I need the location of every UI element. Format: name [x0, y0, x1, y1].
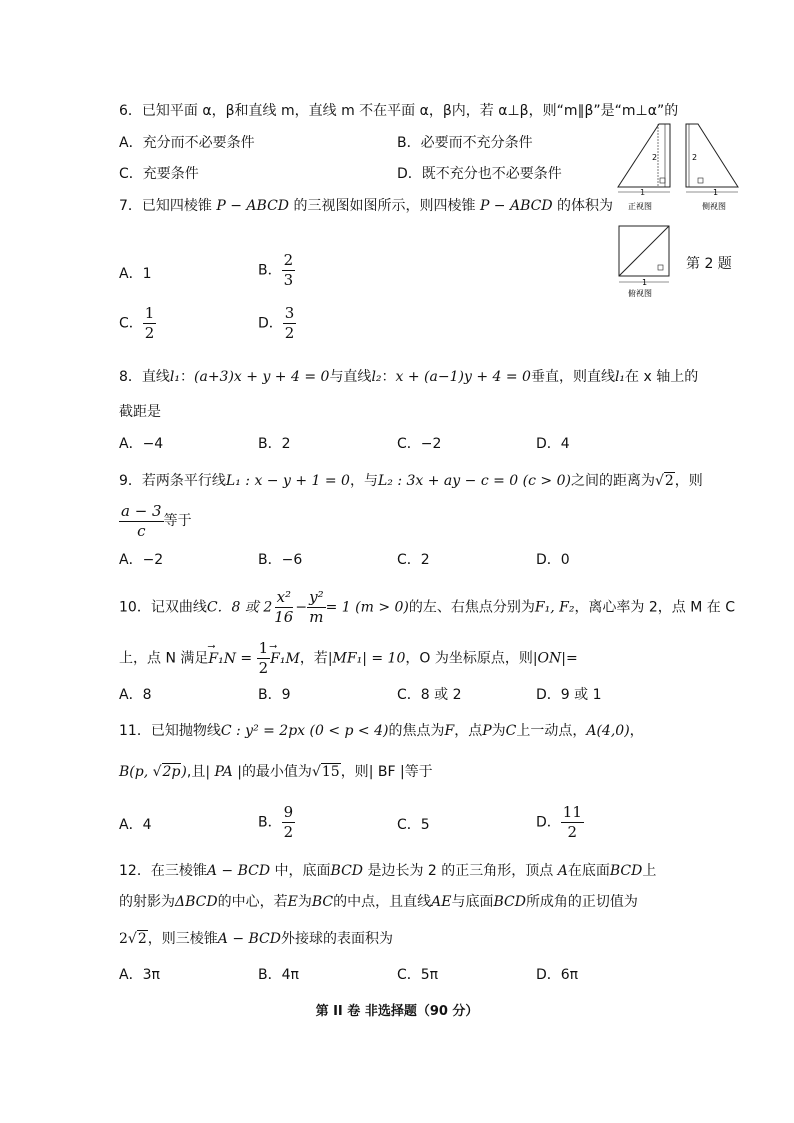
q7-text-2: 的三视图如图所示，则四棱锥: [289, 198, 480, 214]
q11-pa: | PA |: [205, 764, 242, 780]
q11-text-8: ，则: [340, 764, 369, 780]
q11-sqrt-sign-1: √: [152, 764, 162, 780]
q9-text-3: 之间的距离为: [570, 473, 655, 489]
q12-solid: A − BCD: [206, 863, 271, 879]
q10-frac-x-num: x²: [276, 588, 292, 606]
q9-stem: [119, 471, 703, 491]
q12-text-1: 在三棱锥: [150, 863, 207, 879]
q11-option-a: A．4: [119, 817, 152, 833]
q10-option-b: B．9: [258, 687, 291, 703]
q11-curve: C: [505, 723, 517, 739]
q10-vector-1-text: F₁N: [208, 650, 236, 667]
q12-text-6: 的射影为: [119, 894, 175, 910]
q9-option-d: D．0: [536, 552, 570, 568]
q12-sqrt: [128, 929, 148, 949]
q7-d-fraction: [283, 305, 297, 342]
q8-equation-2: x + (a−1)y + 4 = 0: [395, 369, 531, 385]
q10-curve-name: C．8 或 2: [206, 599, 273, 616]
q7-solid-2: P − ABCD: [479, 198, 553, 214]
q12-text-9: 的中点，且直线: [333, 894, 432, 910]
q11-option-c: C．5: [397, 817, 430, 833]
q12-text-7: 的中心，若: [217, 894, 288, 910]
q6-option-b: B．必要而不充分条件: [397, 135, 533, 151]
q11-sqrt-sign-2: √: [311, 764, 321, 780]
front-view-label: 正视图: [628, 202, 652, 211]
q10-half: [257, 640, 271, 677]
q6-option-d: D．既不充分也不必要条件: [397, 166, 562, 182]
q11-equation: C : y² = 2px (0 < p < 4): [220, 723, 389, 739]
q11-text-9: 等于: [404, 764, 433, 780]
q10-vector-f1m: [270, 642, 300, 676]
q12-base-2: BCD: [609, 863, 643, 879]
q6-stem: [119, 101, 678, 121]
q12-text-13: 外接球的表面积为: [281, 931, 393, 947]
q12-coef: 2: [119, 931, 128, 947]
q10-text-3: ，离心率为 2，点 M 在 C: [574, 599, 735, 616]
q8-text-4: 在 x 轴上的: [625, 369, 699, 385]
q6-option-a: A．充分而不必要条件: [119, 135, 255, 151]
side-view-dim-1: 1: [713, 188, 719, 197]
q12-base: BCD: [330, 863, 363, 879]
q7-text-3: 的体积为: [552, 198, 614, 214]
q10-text-6: ，O 为坐标原点，则: [405, 650, 533, 667]
q11-point-b-post: ): [181, 764, 187, 780]
q10-frac-y-den: m: [309, 608, 324, 626]
q6-option-c: C．充要条件: [119, 166, 199, 182]
q7-solid-1: P − ABCD: [216, 198, 290, 214]
q10-frac-x: [272, 589, 295, 626]
q11-text-2: 的焦点为: [388, 723, 445, 739]
q10-number: 10．: [119, 599, 151, 616]
q12-stem-line2: [119, 892, 638, 912]
q9-text-2: 与: [363, 473, 378, 489]
q10-stem-line2: [119, 640, 578, 677]
q9-frac-num: a − 3: [121, 501, 162, 520]
q12-option-a: A．3π: [119, 967, 160, 983]
q12-text-3: 是边长为 2 的正三角形，顶点: [363, 863, 558, 879]
q8-text-3: 垂直，则直线: [530, 369, 615, 385]
q10-half-den: 2: [258, 659, 269, 677]
q12-text-8: 为: [297, 894, 312, 910]
q8-option-b: B．2: [258, 436, 291, 452]
q7-b-den: 3: [283, 271, 294, 289]
q11-b-num: 9: [283, 803, 294, 821]
q11-sqrt-2p: [153, 762, 182, 782]
q10-stem: [119, 589, 735, 626]
q10-on: |ON|: [532, 650, 567, 667]
q7-b-fraction: [282, 252, 296, 289]
q11-point-b-pre: B(p,: [119, 764, 153, 780]
q10-vector-2-text: F₁M: [270, 650, 300, 667]
q12-point-e: E: [287, 894, 298, 910]
three-view-figure: [614, 120, 754, 305]
q8-stem-line2: 截距是: [119, 404, 161, 420]
q8-l1-ref: l₁: [614, 369, 626, 385]
q7-stem: [119, 196, 613, 216]
q9-line-2: L₂ : 3x + ay − c = 0 (c > 0): [377, 473, 571, 489]
q10-text-4: 上，点 N 满足: [119, 650, 209, 667]
q11-b-fraction: [282, 804, 296, 841]
q12-option-c: C．5π: [397, 967, 439, 983]
q9-number: 9．: [119, 473, 142, 489]
q12-option-b: B．4π: [258, 967, 299, 983]
q8-colon-1: ：: [180, 369, 195, 385]
top-view-label: 俯视图: [628, 289, 652, 298]
front-view-dim-2: 2: [652, 153, 658, 162]
side-view-dim-2: 2: [692, 153, 698, 162]
q10-mf1: |MF₁| = 10: [327, 650, 406, 667]
q10-option-d: D．9 或 1: [536, 687, 602, 703]
q10-frac-y-num: y²: [309, 588, 324, 606]
q9-line-1: L₁ : x − y + 1 = 0: [225, 473, 350, 489]
q6-stem-text: 已知平面 α，β和直线 m，直线 m 不在平面 α，β内，若 α⊥β，则“m∥β”是“m⊥α”的: [141, 103, 679, 119]
q7-c-label: C．: [119, 315, 143, 332]
q10-vector-arrow-1: ⟶: [208, 640, 214, 652]
q10-equation: = 1 (m > 0): [325, 599, 409, 616]
q10-half-num: 1: [258, 639, 269, 657]
q11-stem-line2: [119, 762, 433, 782]
q12-sqrt-radicand: 2: [137, 931, 147, 947]
q7-b-label: B．: [258, 262, 282, 279]
q11-b-label: B．: [258, 814, 282, 831]
q7-option-a: A．1: [119, 266, 152, 282]
q10-text-1: 记双曲线: [150, 599, 207, 616]
q11-text-4: 为: [491, 723, 506, 739]
q11-d-den: 2: [567, 823, 578, 841]
q12-text-12: ，则三棱锥: [147, 931, 218, 947]
q9-comma: ，: [349, 473, 364, 489]
q7-option-d: [258, 305, 296, 342]
q11-d-fraction: [561, 804, 584, 841]
front-view-dim-1: 1: [640, 188, 646, 197]
q9-text-1: 若两条平行线: [141, 473, 226, 489]
q10-vector-arrow-2: ⟶: [270, 640, 276, 652]
q7-c-fraction: [143, 305, 157, 342]
q8-option-d: D．4: [536, 436, 570, 452]
q8-text-1: 直线: [141, 369, 170, 385]
q11-text-6: ,且: [186, 764, 206, 780]
q7-option-c: [119, 305, 156, 342]
section-heading: 第 II 卷 非选择题（90 分）: [315, 1004, 479, 1019]
q12-text-4: 在底面: [567, 863, 610, 879]
q11-text-5: 上一动点，: [516, 723, 587, 739]
q7-d-den: 2: [284, 324, 295, 342]
q12-solid-2: A − BCD: [217, 931, 281, 947]
q11-d-label: D．: [536, 814, 561, 831]
q10-text-5: ，若: [299, 650, 328, 667]
side-view-label: 侧视图: [702, 202, 726, 211]
q11-text-7: 的最小值为: [241, 764, 312, 780]
q9-option-a: A．−2: [119, 552, 164, 568]
q10-equals: =: [235, 650, 257, 667]
q11-comma: ，: [629, 723, 644, 739]
q9-sqrt-sign: √: [654, 473, 664, 489]
q8-equation-1: (a+3)x + y + 4 = 0: [194, 369, 330, 385]
q7-c-den: 2: [144, 324, 155, 342]
q11-focus: F: [444, 723, 455, 739]
q9-text-5: 等于: [163, 513, 192, 529]
q9-text-4: ，则: [674, 473, 703, 489]
q11-sqrt-2p-radicand: 2p: [162, 764, 181, 780]
front-view: [618, 124, 670, 192]
q10-minus: −: [295, 599, 308, 616]
q9-option-c: C．2: [397, 552, 430, 568]
q7-number: 7．: [119, 198, 142, 214]
q9-sqrt: [655, 471, 675, 491]
top-view-dim-1: 1: [642, 278, 648, 287]
q7-b-num: 2: [283, 251, 294, 269]
q12-stem: [119, 861, 656, 881]
q12-text-5: 上: [642, 863, 657, 879]
q11-option-b: [258, 804, 295, 841]
q10-option-c: C．8 或 2: [397, 687, 462, 703]
q11-number: 11．: [119, 723, 151, 739]
q9-option-b: B．−6: [258, 552, 303, 568]
q12-option-d: D．6π: [536, 967, 579, 983]
q11-point-p: P: [482, 723, 492, 739]
q9-frac-den: c: [137, 521, 146, 540]
q7-text-1: 已知四棱锥: [141, 198, 217, 214]
q11-b-den: 2: [283, 823, 294, 841]
q12-base-3: BCD: [493, 894, 526, 910]
q8-stem: [119, 367, 698, 387]
q11-text-1: 已知抛物线: [150, 723, 221, 739]
q10-frac-y: [307, 589, 326, 626]
q11-sqrt-15: [312, 762, 341, 782]
q11-option-d: [536, 804, 584, 841]
q6-number: 6．: [119, 103, 142, 119]
q10-frac-x-den: 16: [274, 608, 294, 626]
q8-l1: l₁: [169, 369, 181, 385]
q12-text-2: 中，底面: [270, 863, 331, 879]
q12-edge-bc: BC: [311, 894, 334, 910]
q12-line-ae: AE: [431, 894, 452, 910]
top-view: [619, 226, 669, 282]
q10-option-a: A．8: [119, 687, 152, 703]
q12-sqrt-sign: √: [127, 931, 137, 947]
q11-sqrt-15-radicand: 15: [321, 764, 340, 780]
q8-option-a: A．−4: [119, 436, 164, 452]
q11-stem: [119, 721, 644, 741]
q9-stem-line2: [119, 502, 192, 540]
q7-c-num: 1: [144, 304, 155, 322]
q8-l2: l₂: [371, 369, 382, 385]
q8-option-c: C．−2: [397, 436, 442, 452]
q11-text-3: ，点: [454, 723, 483, 739]
q11-d-num: 11: [562, 803, 582, 821]
q12-vertex: A: [557, 863, 568, 879]
q12-text-11: 所成角的正切值为: [525, 894, 638, 910]
q12-triangle: ΔBCD: [175, 894, 218, 910]
q9-fraction: [119, 503, 164, 540]
q8-number: 8．: [119, 369, 142, 385]
q9-sqrt-radicand: 2: [664, 473, 674, 489]
q10-eq-end: =: [566, 650, 578, 667]
q7-d-label: D．: [258, 315, 283, 332]
q11-bf: | BF |: [368, 764, 405, 780]
q10-foci: F₁, F₂: [534, 599, 575, 616]
q7-d-num: 3: [284, 304, 295, 322]
q10-vector-f1n: [208, 642, 236, 676]
q12-text-10: 与底面: [451, 894, 494, 910]
q10-text-2: 的左、右焦点分别为: [408, 599, 535, 616]
figure-caption: 第 2 题: [686, 256, 732, 272]
q11-point-a: A(4,0): [586, 723, 630, 739]
q7-option-b: [258, 252, 295, 289]
q8-text-2: 与直线: [329, 369, 372, 385]
q12-number: 12．: [119, 863, 151, 879]
q12-stem-line3: [119, 929, 393, 949]
q8-colon-2: ：: [381, 369, 396, 385]
